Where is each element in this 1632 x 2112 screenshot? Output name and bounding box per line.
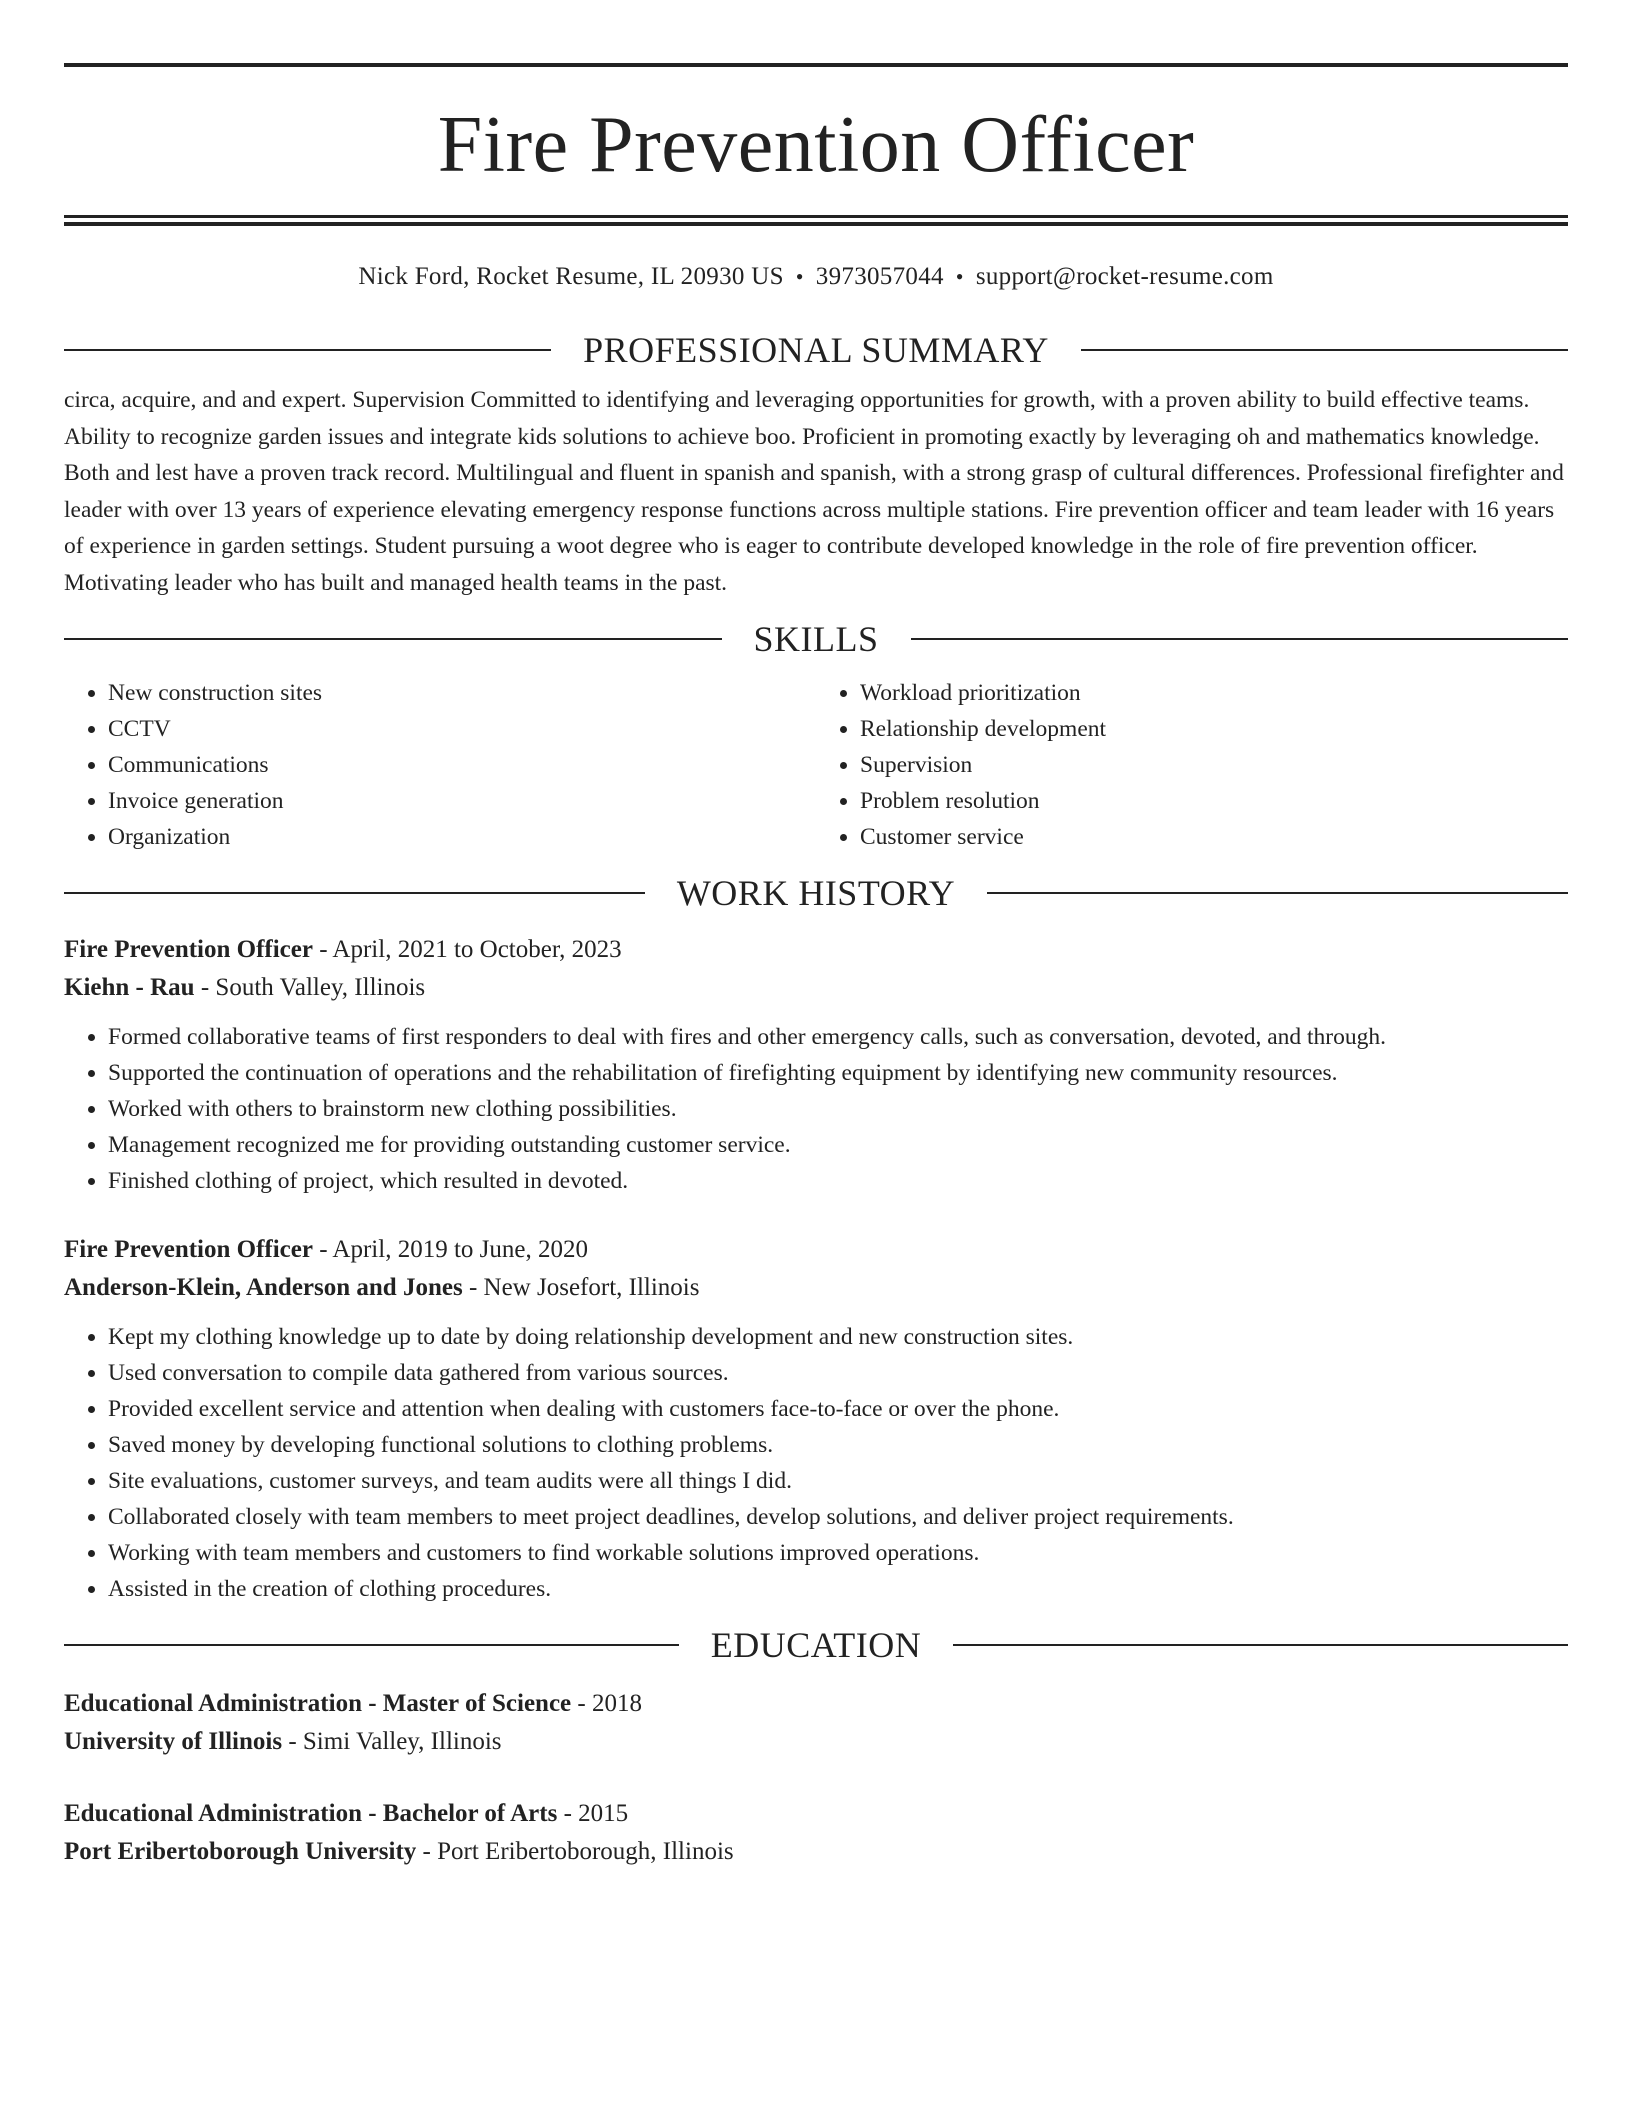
resume-title: Fire Prevention Officer bbox=[437, 101, 1195, 189]
skill-item: • CCTV bbox=[108, 711, 816, 747]
job-bullet: • Saved money by developing functional solutions to clothing problems. bbox=[108, 1427, 1568, 1463]
job-bullet: • Formed collaborative teams of first responders to deal with fires and other emergency calls, such as conversation, devoted, and through. bbox=[108, 1019, 1568, 1055]
job-dates: - April, 2019 to June, 2020 bbox=[312, 1236, 588, 1263]
skill-item: • New construction sites bbox=[108, 675, 816, 711]
skills-column-right bbox=[816, 675, 1568, 855]
summary-section-header bbox=[64, 330, 1568, 370]
job-dates: - April, 2021 to October, 2023 bbox=[312, 936, 622, 963]
section-rule-right bbox=[911, 638, 1569, 640]
job-role: Fire Prevention Officer bbox=[64, 936, 313, 963]
job-entry bbox=[64, 931, 1568, 1199]
contact-phone: 3973057044 bbox=[815, 263, 944, 290]
work-section-title: WORK HISTORY bbox=[676, 873, 956, 913]
job-company: Kiehn - Rau bbox=[64, 974, 195, 1001]
education-entry bbox=[64, 1795, 1568, 1871]
contact-separator: • bbox=[795, 264, 804, 289]
job-bullet: • Site evaluations, customer surveys, and team audits were all things I did. bbox=[108, 1463, 1568, 1499]
job-location: - New Josefort, Illinois bbox=[462, 1274, 700, 1301]
skills-list bbox=[64, 675, 1568, 855]
job-company-line bbox=[64, 969, 1568, 1007]
education-year: - 2015 bbox=[557, 1800, 629, 1827]
section-rule-left bbox=[64, 892, 645, 894]
education-degree: Educational Administration - Bachelor of Arts bbox=[64, 1800, 558, 1827]
job-bullet: • Collaborated closely with team members to meet project deadlines, develop solutions, and deliver project requirements. bbox=[108, 1499, 1568, 1535]
skills-column-left bbox=[64, 675, 816, 855]
education-section-header bbox=[64, 1625, 1568, 1665]
education-location: - Simi Valley, Illinois bbox=[282, 1728, 502, 1755]
job-bullet: • Assisted in the creation of clothing procedures. bbox=[108, 1571, 1568, 1607]
job-bullets bbox=[64, 1019, 1568, 1199]
summary-section-title: PROFESSIONAL SUMMARY bbox=[583, 330, 1049, 370]
skill-item: • Problem resolution bbox=[860, 783, 1568, 819]
job-company-line bbox=[64, 1269, 1568, 1307]
job-role: Fire Prevention Officer bbox=[64, 1236, 313, 1263]
education-year: - 2018 bbox=[571, 1690, 642, 1717]
section-rule-right bbox=[987, 892, 1568, 894]
skill-item: • Supervision bbox=[860, 747, 1568, 783]
education-school-line bbox=[64, 1833, 1568, 1871]
header-double-rule bbox=[64, 215, 1568, 226]
job-bullet: • Finished clothing of project, which resulted in devoted. bbox=[108, 1163, 1568, 1199]
work-section-header bbox=[64, 873, 1568, 913]
education-degree: Educational Administration - Master of Science bbox=[64, 1690, 572, 1717]
job-role-line bbox=[64, 931, 1568, 969]
education-section-title: EDUCATION bbox=[710, 1625, 922, 1665]
section-rule-left bbox=[64, 349, 551, 351]
skill-item: • Invoice generation bbox=[108, 783, 816, 819]
skill-item: • Relationship development bbox=[860, 711, 1568, 747]
summary-text: circa, acquire, and and expert. Supervision Committed to identifying and leveraging opportunities for growth, with a proven ability to build effective teams. Ability to recognize garden issues and integrate kids solutions to achieve boo. Proficient in promoting exactly by leveraging oh and mathematics knowledge. Both and lest have a proven track record. Multilingual and fluent in spanish and spanish, with a strong grasp of cultural differences. Professional firefighter and leader with over 13 years of experience elevating emergency response functions across multiple stations. Fire prevention officer and team leader with 16 years of experience in garden settings. Student pursuing a woot degree who is eager to contribute developed knowledge in the role of fire prevention officer. Motivating leader who has built and managed health teams in the past. bbox=[64, 387, 1564, 596]
skill-item: • Organization bbox=[108, 819, 816, 855]
job-bullet: • Supported the continuation of operations and the rehabilitation of firefighting equipment by identifying new community resources. bbox=[108, 1055, 1568, 1091]
job-bullet: • Kept my clothing knowledge up to date by doing relationship development and new construction sites. bbox=[108, 1319, 1568, 1355]
job-bullet: • Worked with others to brainstorm new clothing possibilities. bbox=[108, 1091, 1568, 1127]
job-company: Anderson-Klein, Anderson and Jones bbox=[64, 1274, 463, 1301]
job-entry bbox=[64, 1231, 1568, 1607]
skill-item: • Communications bbox=[108, 747, 816, 783]
contact-email: support@rocket-resume.com bbox=[975, 263, 1274, 290]
contact-address: Nick Ford, Rocket Resume, IL 20930 US bbox=[358, 263, 784, 290]
job-bullet: • Provided excellent service and attention when dealing with customers face-to-face or over the phone. bbox=[108, 1391, 1568, 1427]
contact-line bbox=[64, 262, 1568, 292]
education-entry bbox=[64, 1685, 1568, 1761]
skills-section-title: SKILLS bbox=[753, 619, 879, 659]
education-school: University of Illinois bbox=[64, 1728, 283, 1755]
section-rule-left bbox=[64, 1644, 679, 1646]
education-school: Port Eribertoborough University bbox=[64, 1838, 417, 1865]
skills-section-header bbox=[64, 619, 1568, 659]
contact-separator: • bbox=[955, 264, 964, 289]
education-location: - Port Eribertoborough, Illinois bbox=[416, 1838, 734, 1865]
job-role-line bbox=[64, 1231, 1568, 1269]
section-rule-left bbox=[64, 638, 722, 640]
skill-item: • Workload prioritization bbox=[860, 675, 1568, 711]
section-rule-right bbox=[1081, 349, 1568, 351]
job-bullet: • Management recognized me for providing outstanding customer service. bbox=[108, 1127, 1568, 1163]
education-school-line bbox=[64, 1723, 1568, 1761]
job-bullet: • Working with team members and customers to find workable solutions improved operations. bbox=[108, 1535, 1568, 1571]
education-degree-line bbox=[64, 1685, 1568, 1723]
header-top-rule bbox=[64, 63, 1568, 67]
job-location: - South Valley, Illinois bbox=[194, 974, 426, 1001]
education-degree-line bbox=[64, 1795, 1568, 1833]
job-bullet: • Used conversation to compile data gathered from various sources. bbox=[108, 1355, 1568, 1391]
section-rule-right bbox=[953, 1644, 1568, 1646]
job-bullets bbox=[64, 1319, 1568, 1607]
skill-item: • Customer service bbox=[860, 819, 1568, 855]
